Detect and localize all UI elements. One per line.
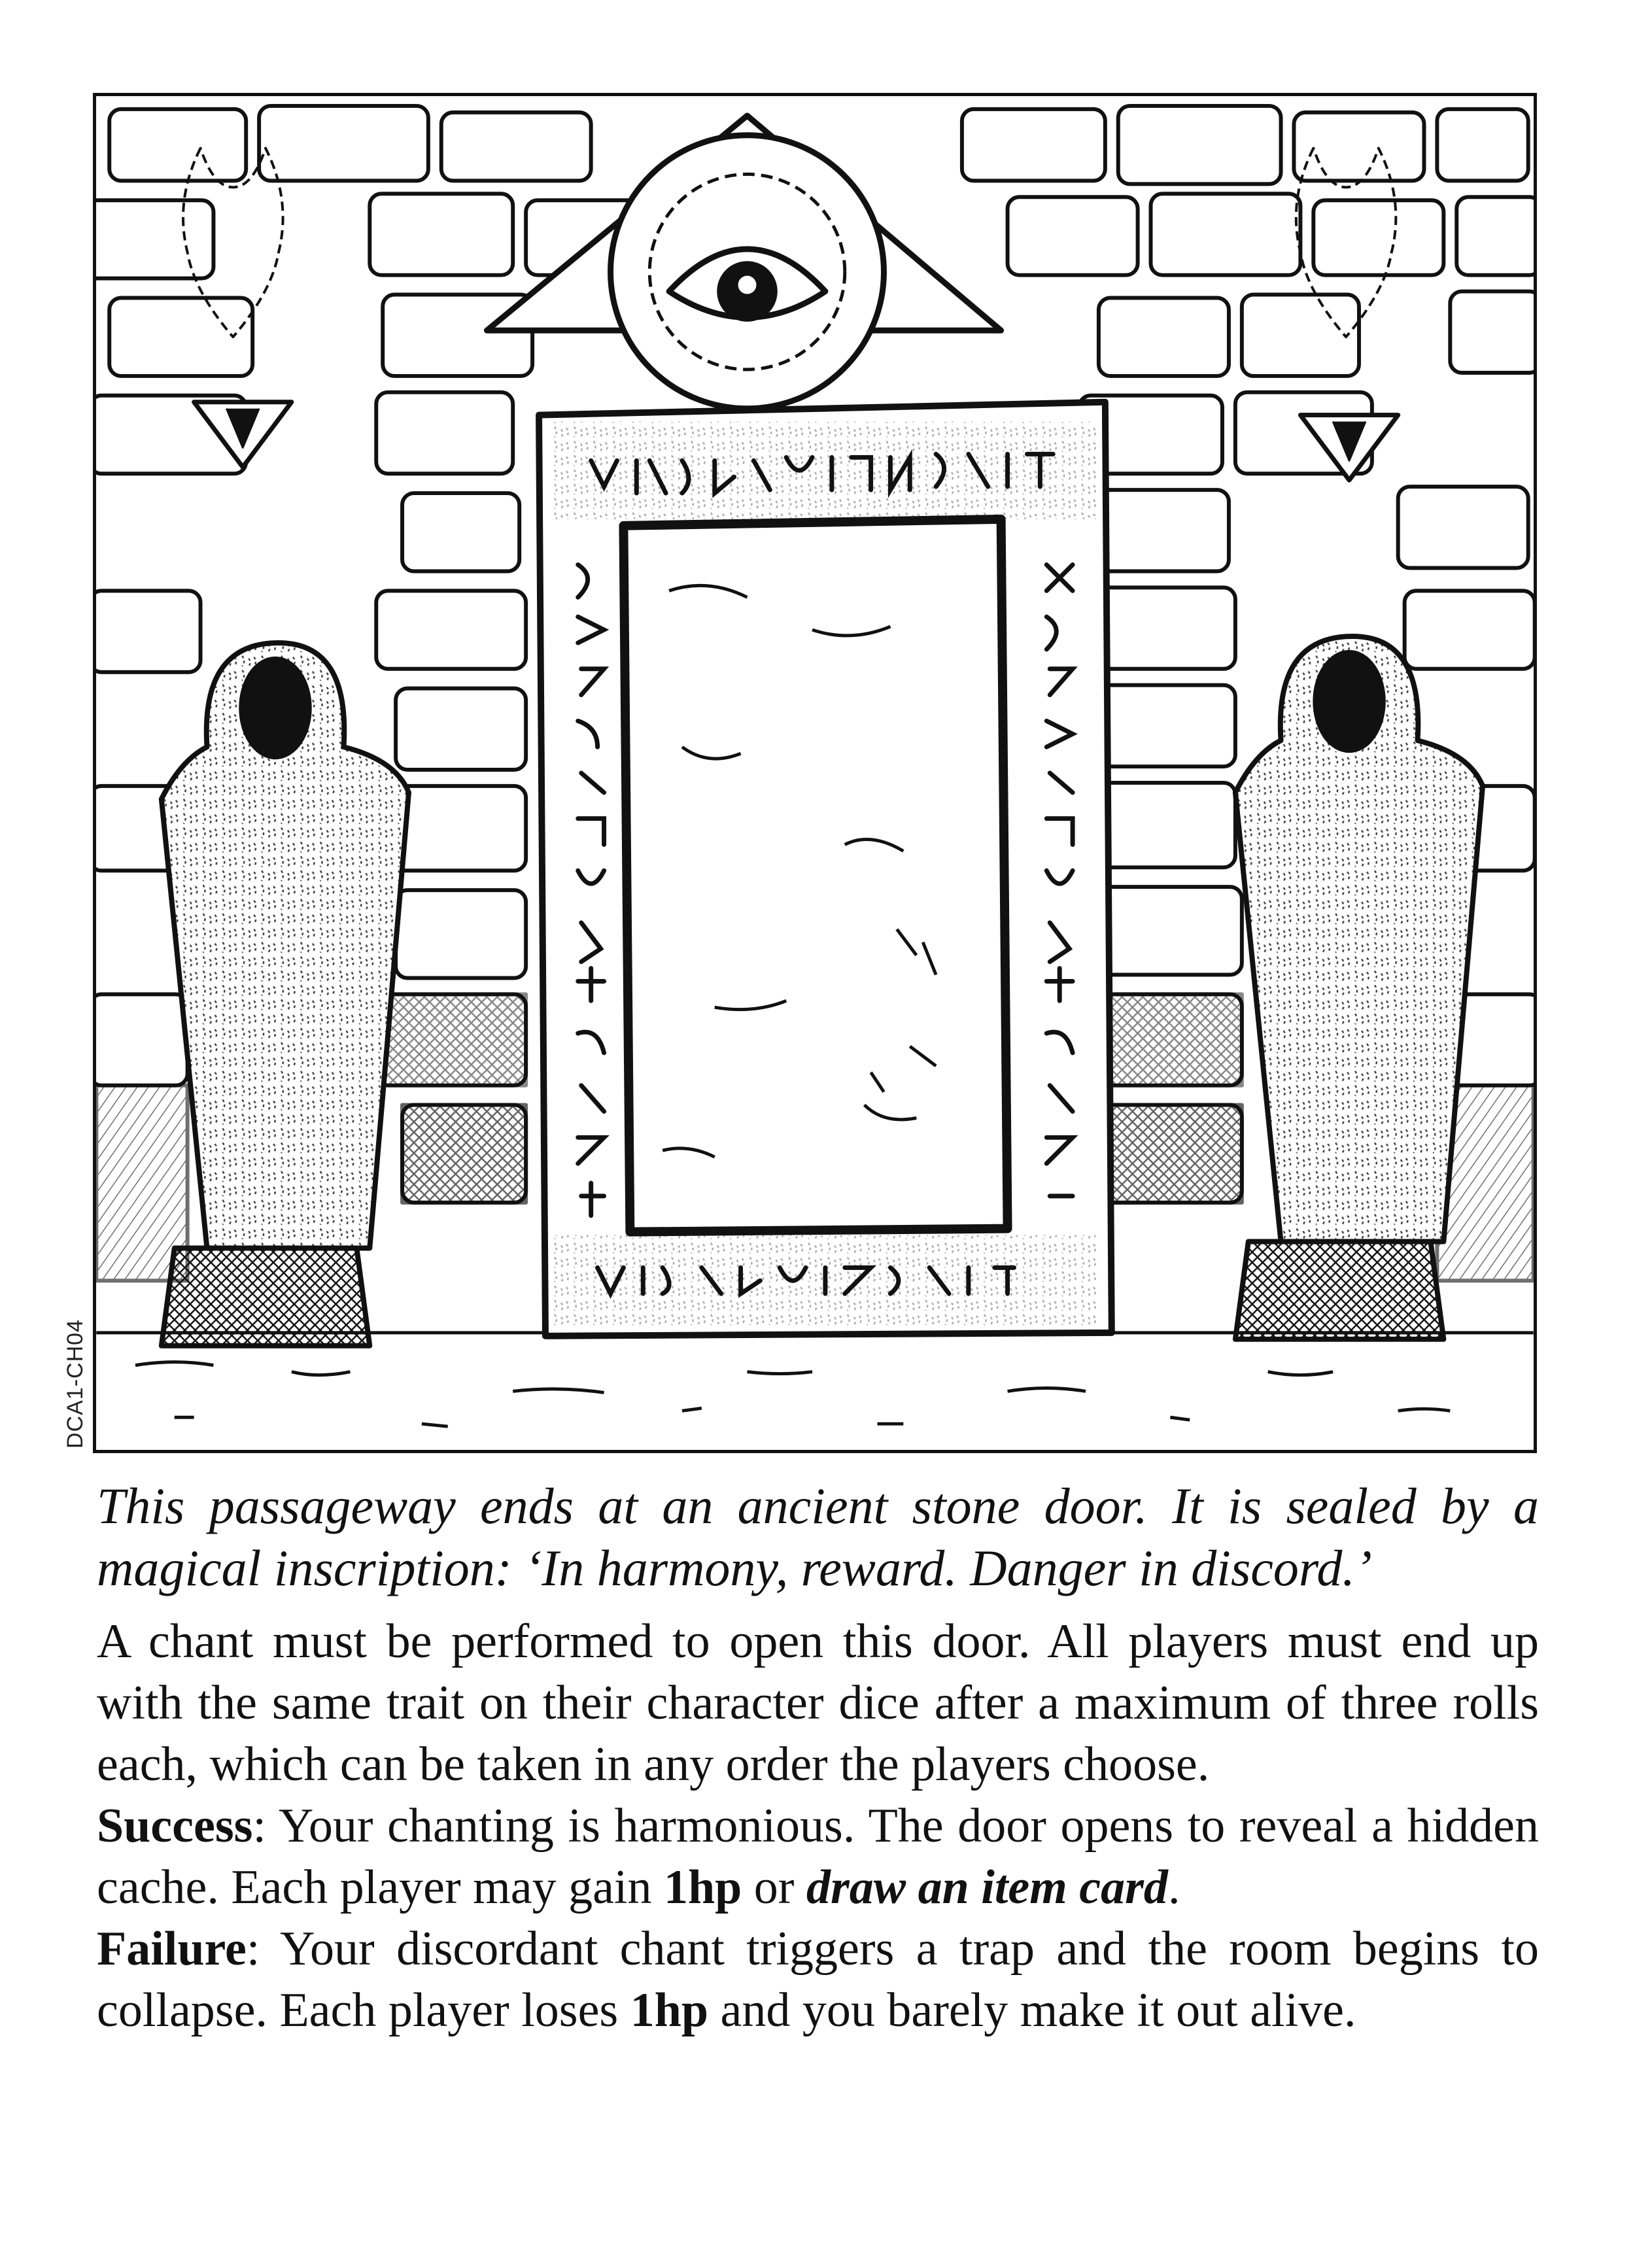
failure-label: Failure — [97, 1922, 247, 1976]
left-sconce — [183, 148, 292, 468]
stone-door-illustration — [96, 96, 1534, 1450]
failure-hp: 1hp — [630, 1984, 709, 2037]
rules-text: A chant must be performed to open this door. All players must end up with the same trait on their character dice after a maximum of three rolls each, which can be taken in any order the players choose. — [97, 1615, 1539, 1791]
failure-outcome — [97, 1918, 1539, 2041]
success-label: Success — [97, 1799, 253, 1853]
right-hooded-statue — [1235, 636, 1483, 1339]
failure-text-2: and you barely make it out alive. — [708, 1984, 1356, 2037]
flavor-text: This passageway ends at an ancient stone door. It is sealed by a magical inscription: ‘In harmony, reward. Danger in discord.’ — [97, 1477, 1539, 1596]
success-outcome — [97, 1795, 1539, 1918]
right-sconce — [1296, 148, 1398, 481]
success-text-1: : Your chanting is harmonious. The door opens to reveal a hidden cache. Each player may gain — [97, 1799, 1539, 1914]
card-illustration — [93, 93, 1537, 1453]
success-hp: 1hp — [663, 1861, 742, 1914]
eye-emblem — [487, 116, 1001, 409]
success-item: draw an item card — [806, 1861, 1168, 1914]
failure-text-1: : Your discordant chant triggers a trap and the room begins to collapse. Each player loses — [97, 1922, 1539, 2037]
card-code: DCA1-CH04 — [63, 1319, 88, 1449]
success-text-2: or — [742, 1861, 806, 1914]
left-hooded-statue — [162, 643, 409, 1346]
success-text-3: . — [1167, 1861, 1180, 1914]
stone-door — [539, 402, 1112, 1336]
card-text — [97, 1475, 1539, 2041]
